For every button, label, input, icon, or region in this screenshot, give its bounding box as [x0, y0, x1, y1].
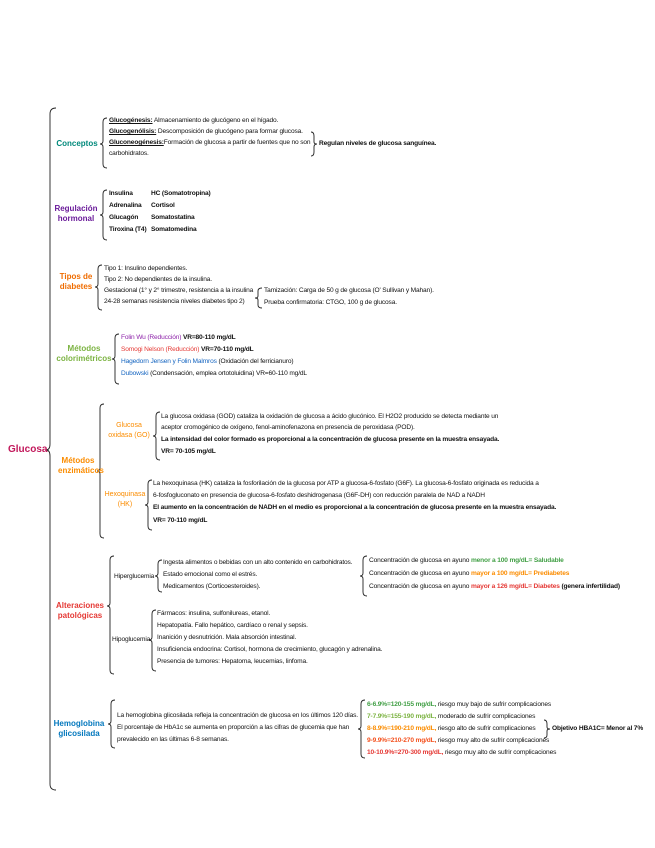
- glucose-level: Concentración de glucosa en ayuno menor a 100 mg/dL= Saludable: [369, 557, 564, 564]
- metodo-colorimetrico: Somogi Nelson (Reducción) VR=70-110 mg/dL: [121, 346, 254, 353]
- tipo-line: Tipo 2: No dependientes de la insulina.: [104, 276, 212, 283]
- go-line: VR= 70-105 mg/dL: [161, 448, 216, 455]
- hormone-right: Somatomedina: [151, 226, 197, 233]
- metodo-colorimetrico: Folin Wu (Reducción) VR=80-110 mg/dL: [121, 334, 236, 341]
- hk-label: Hexoquinasa (HK): [104, 491, 146, 508]
- hormone-right: Somatostatina: [151, 214, 195, 221]
- go-label: Glucosa oxidasa (GO): [108, 422, 150, 439]
- glucose-level: Concentración de glucosa en ayuno mayor a 126 mg/dL= Diabetes (genera infertilidad): [369, 583, 620, 590]
- hb-line: La hemoglobina glicosilada refleja la concentración de glucosa en los últimos 120 días.: [117, 712, 358, 719]
- concepto-item: Glucogénesis: Almacenamiento de glucógeno en el hígado.: [109, 117, 279, 124]
- tipo-line: 24-28 semanas resistencia niveles diabetes tipo 2): [104, 298, 245, 305]
- hk-line: VR= 70-110 mg/dL: [153, 517, 208, 524]
- section-title-colorimetricos: Métodos colorimétricos: [56, 344, 112, 363]
- concepto-item-cont: carbohidratos.: [109, 150, 149, 157]
- section-title-tipos: Tipos de diabetes: [59, 272, 93, 291]
- hb-line: prevalecido en las últimas 6-8 semanas.: [117, 736, 229, 743]
- tipo-test: Prueba confirmatoria: CTGO, 100 g de glucosa.: [264, 299, 397, 306]
- hba1c-range: 7-7.9%=155-190 mg/dL, moderado de sufrir complicaciones: [367, 713, 536, 720]
- conceptos-note: Regulan niveles de glucosa sanguínea.: [319, 140, 437, 147]
- section-title-conceptos: Conceptos: [56, 139, 98, 148]
- hypo-line: Fármacos: insulina, sulfonilureas, etanol.: [157, 610, 271, 617]
- section-title-enzimaticos: Métodos enzimáticos: [58, 456, 104, 475]
- hormone-right: Cortisol: [151, 202, 175, 209]
- go-line: La glucosa oxidasa (GOD) cataliza la oxidación de glucosa a ácido glucónico. El H2O2 producido se detecta mediante un: [161, 413, 499, 420]
- hyper-label: Hiperglucemia: [114, 573, 155, 580]
- hk-line: El aumento en la concentración de NADH en el medio es proporcional a la concentración de glucosa presente en la muestra ensayada.: [153, 504, 557, 511]
- hyper-line: Estado emocional como el estrés.: [163, 571, 258, 578]
- concepto-item: Gluconeogénesis:Formación de glucosa a partir de fuentes que no son: [109, 139, 311, 146]
- section-title-hemoglobina: Hemoglobina glicosilada: [53, 719, 105, 738]
- hyper-line: Ingesta alimentos o bebidas con un alto contenido en carbohidratos.: [163, 559, 353, 566]
- hormone-left: Glucagón: [109, 214, 139, 221]
- tipo-line: Tipo 1: Insulino dependientes.: [104, 265, 188, 272]
- tipo-test: Tamización: Carga de 50 g de glucosa (O' Sullivan y Mahan).: [264, 287, 434, 294]
- section-title-alteraciones: Alteraciones patológicas: [55, 601, 105, 620]
- hypo-line: Inanición y desnutrición. Mala absorción intestinal.: [157, 634, 297, 641]
- hba1c-range: 10-10.9%=270-300 mg/dL, riesgo muy alto de sufrir complicaciones: [367, 749, 557, 756]
- metodo-colorimetrico: Dubowski (Condensación, emplea ortotoluidina) VR=60-110 mg/dL: [121, 370, 307, 377]
- hyper-line: Medicamentos (Corticoesteroides).: [163, 583, 261, 590]
- hba1c-range: 6-6.9%=120-155 mg/dL, riesgo muy bajo de sufrir complicaciones: [367, 701, 552, 708]
- go-line: aceptor cromogénico de oxígeno, fenol-aminofenazona en presencia de peroxidasa (POD).: [161, 424, 415, 431]
- go-line: La intensidad del color formado es proporcional a la concentración de glucosa presente en la muestra ensayada.: [161, 436, 500, 443]
- hypo-line: Hepatopatía. Fallo hepático, cardíaco o renal y sepsis.: [157, 622, 308, 629]
- hk-line: La hexoquinasa (HK) cataliza la fosforilación de la glucosa por ATP a glucosa-6-fosfato (G6F). La glucosa-6-fosfato originada es reducida a: [153, 480, 539, 487]
- hypo-line: Insuficiencia endocrina: Cortisol, hormona de crecimiento, glucagón y adrenalina.: [157, 646, 383, 653]
- hormone-left: Tiroxina (T4): [109, 226, 147, 233]
- glucose-level: Concentración de glucosa en ayuno mayor a 100 mg/dL= Prediabetes: [369, 570, 570, 577]
- hormone-right: HC (Somatotropina): [151, 190, 211, 197]
- concepto-item: Glucogenólisis: Descomposición de glucógeno para formar glucosa.: [109, 128, 303, 135]
- tipo-line: Gestacional (1° y 2° trimestre, resistencia a la insulina: [104, 287, 254, 294]
- metodo-colorimetrico: Hagedorn Jensen y Folin Malmros (Oxidación del ferricianuro): [121, 358, 294, 365]
- hypo-line: Presencia de tumores: Hepatoma, leucemias, linfoma.: [157, 658, 308, 665]
- hb-line: El porcentaje de HbA1c se aumenta en proporción a las cifras de glucemia que han: [117, 724, 350, 731]
- section-title-regulacion: Regulación hormonal: [54, 204, 98, 223]
- hormone-left: Insulina: [109, 190, 133, 197]
- hba1c-range: 9-9.9%=210-270 mg/dL, riesgo muy alto de sufrir complicaciones: [367, 737, 550, 744]
- root-label: Glucosa: [8, 444, 48, 455]
- hba1c-objective: Objetivo HBA1C= Menor al 7%: [552, 725, 644, 732]
- hba1c-range: 8-8.9%=190-210 mg/dL, riesgo alto de sufrir complicaciones: [367, 725, 536, 732]
- hormone-left: Adrenalina: [109, 202, 142, 209]
- hk-line: 6-fosfogluconato en presencia de glucosa-6-fosfato deshidrogenasa (G6F-DH) con reducción paralela de NAD a NADH: [153, 492, 485, 499]
- hypo-label: Hipoglucemia: [112, 636, 151, 643]
